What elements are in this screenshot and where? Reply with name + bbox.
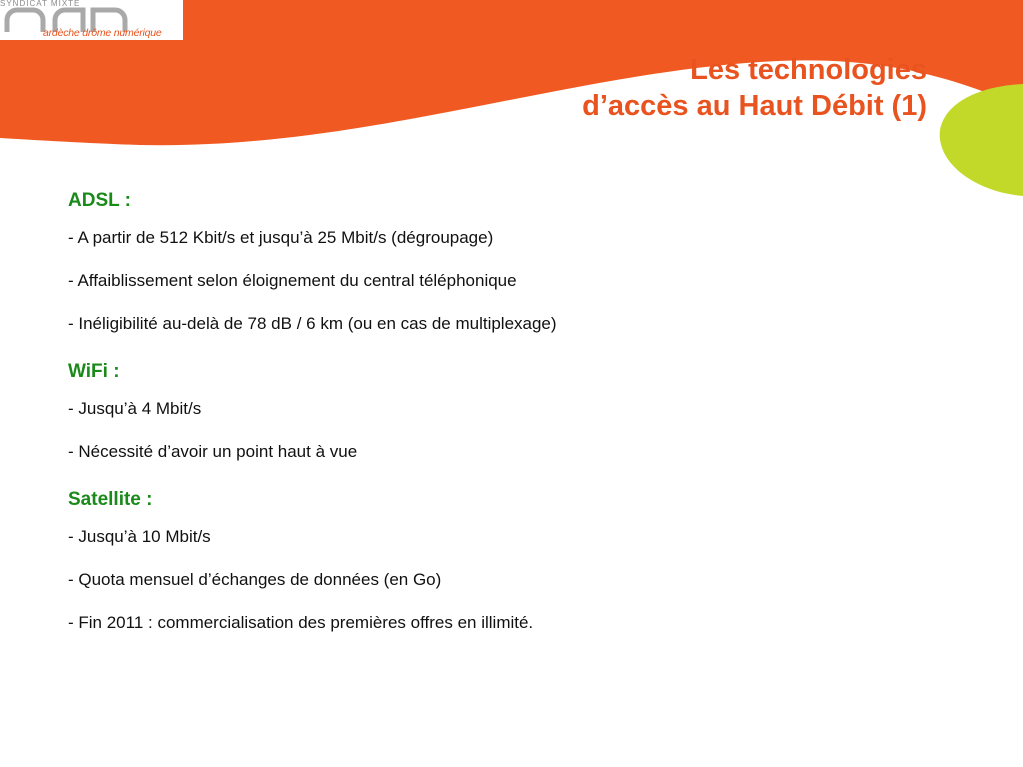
section-title-satellite: Satellite : [68, 489, 153, 510]
slide-title [582, 52, 927, 124]
list-item: - Quota mensuel d’échanges de données (en Go) [68, 570, 442, 589]
list-item: - A partir de 512 Kbit/s et jusqu’à 25 Mbit/s (dégroupage) [68, 228, 494, 247]
list-item: - Jusqu’à 10 Mbit/s [68, 527, 211, 546]
logo-subtitle: ardèche drôme numérique [43, 27, 162, 39]
logo-tagline: SYNDICAT MIXTE [0, 0, 81, 8]
title-line-1: Les technologies [690, 54, 927, 86]
logo [0, 0, 183, 40]
lime-accent-shape [940, 84, 1023, 196]
title-line-2: d’accès au Haut Débit (1) [582, 90, 927, 122]
slide-content [68, 186, 968, 644]
section-title-adsl: ADSL : [68, 190, 131, 211]
list-item: - Affaiblissement selon éloignement du central téléphonique [68, 271, 517, 290]
list-item: - Nécessité d’avoir un point haut à vue [68, 442, 358, 461]
list-item: - Fin 2011 : commercialisation des premières offres en illimité. [68, 613, 534, 632]
section-title-wifi: WiFi : [68, 361, 120, 382]
list-item: - Inéligibilité au-delà de 78 dB / 6 km (ou en cas de multiplexage) [68, 314, 557, 333]
list-item: - Jusqu’à 4 Mbit/s [68, 399, 202, 418]
